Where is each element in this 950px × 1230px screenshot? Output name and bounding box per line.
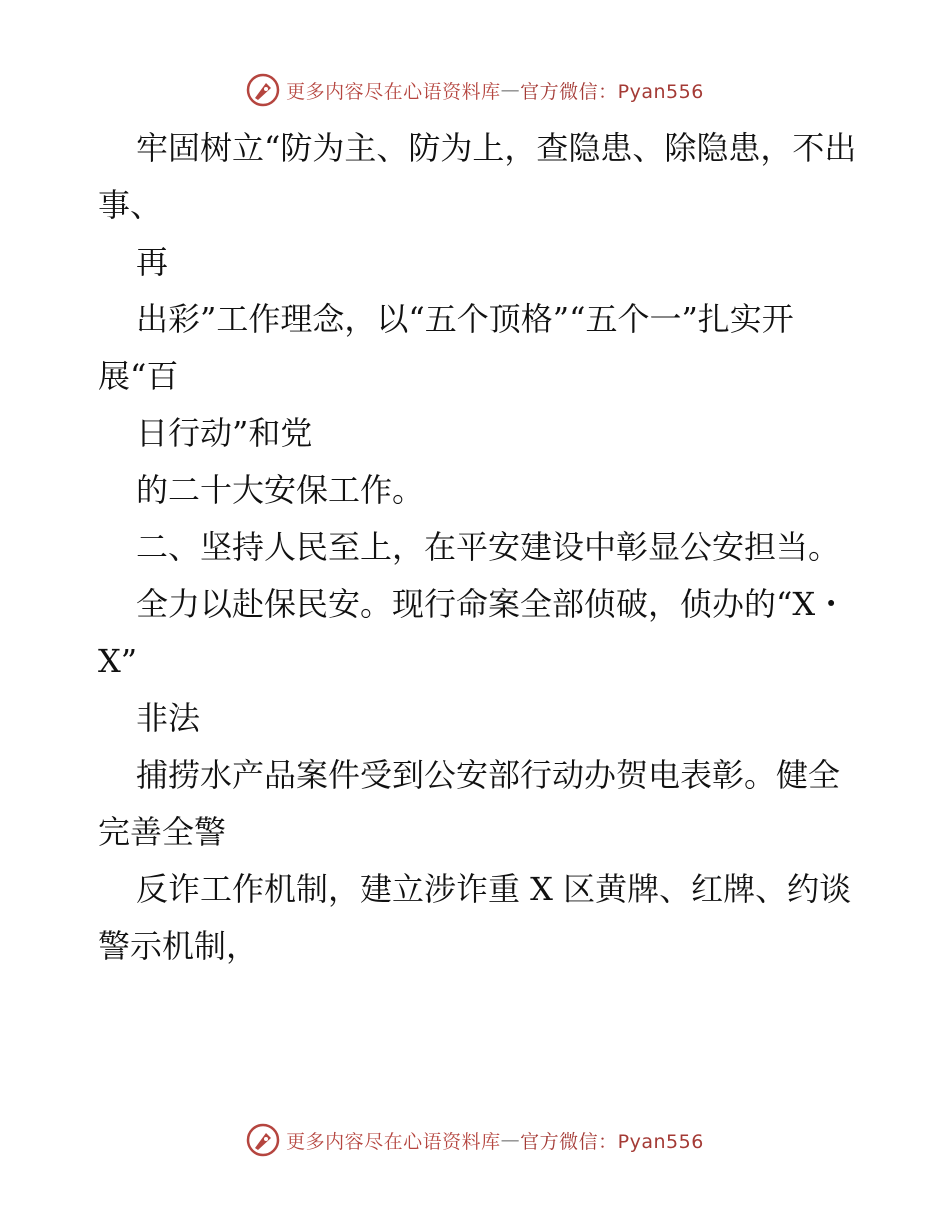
banner-separator: — (500, 79, 521, 101)
paragraph: 再 (136, 243, 169, 281)
banner-contact: 官方微信：Pyan556 (520, 80, 704, 103)
paragraph: 全力以赴保民安。现行命案全部侦破，侦办的“X・X” (98, 585, 848, 680)
pen-nib-logo-icon (246, 73, 280, 107)
paragraph: 反诈工作机制，建立涉诈重 X 区黄牌、红牌、约谈警示机制， (98, 870, 852, 965)
paragraph: 捕捞水产品案件受到公安部行动办贺电表彰。健全完善全警 (98, 756, 841, 851)
paragraph: 的二十大安保工作。 (136, 471, 425, 509)
banner-separator: — (500, 1129, 521, 1151)
paragraph: 日行动”和党 (136, 414, 313, 452)
document-body (98, 120, 868, 975)
pen-nib-logo-icon (246, 1123, 280, 1157)
paragraph: 非法 (136, 699, 201, 737)
header-banner (0, 70, 950, 110)
paragraph: 牢固树立“防为主、防为上，查隐患、除隐患，不出事、 (98, 129, 857, 224)
banner-title: 更多内容尽在心语资料库 (286, 1130, 501, 1153)
paragraph: 出彩”工作理念，以“五个顶格”“五个一”扎实开展“百 (98, 300, 794, 395)
section-heading: 二、坚持人民至上，在平安建设中彰显公安担当。 (136, 528, 841, 566)
footer-banner (0, 1120, 950, 1160)
banner-title: 更多内容尽在心语资料库 (286, 80, 501, 103)
banner-contact: 官方微信：Pyan556 (520, 1130, 704, 1153)
